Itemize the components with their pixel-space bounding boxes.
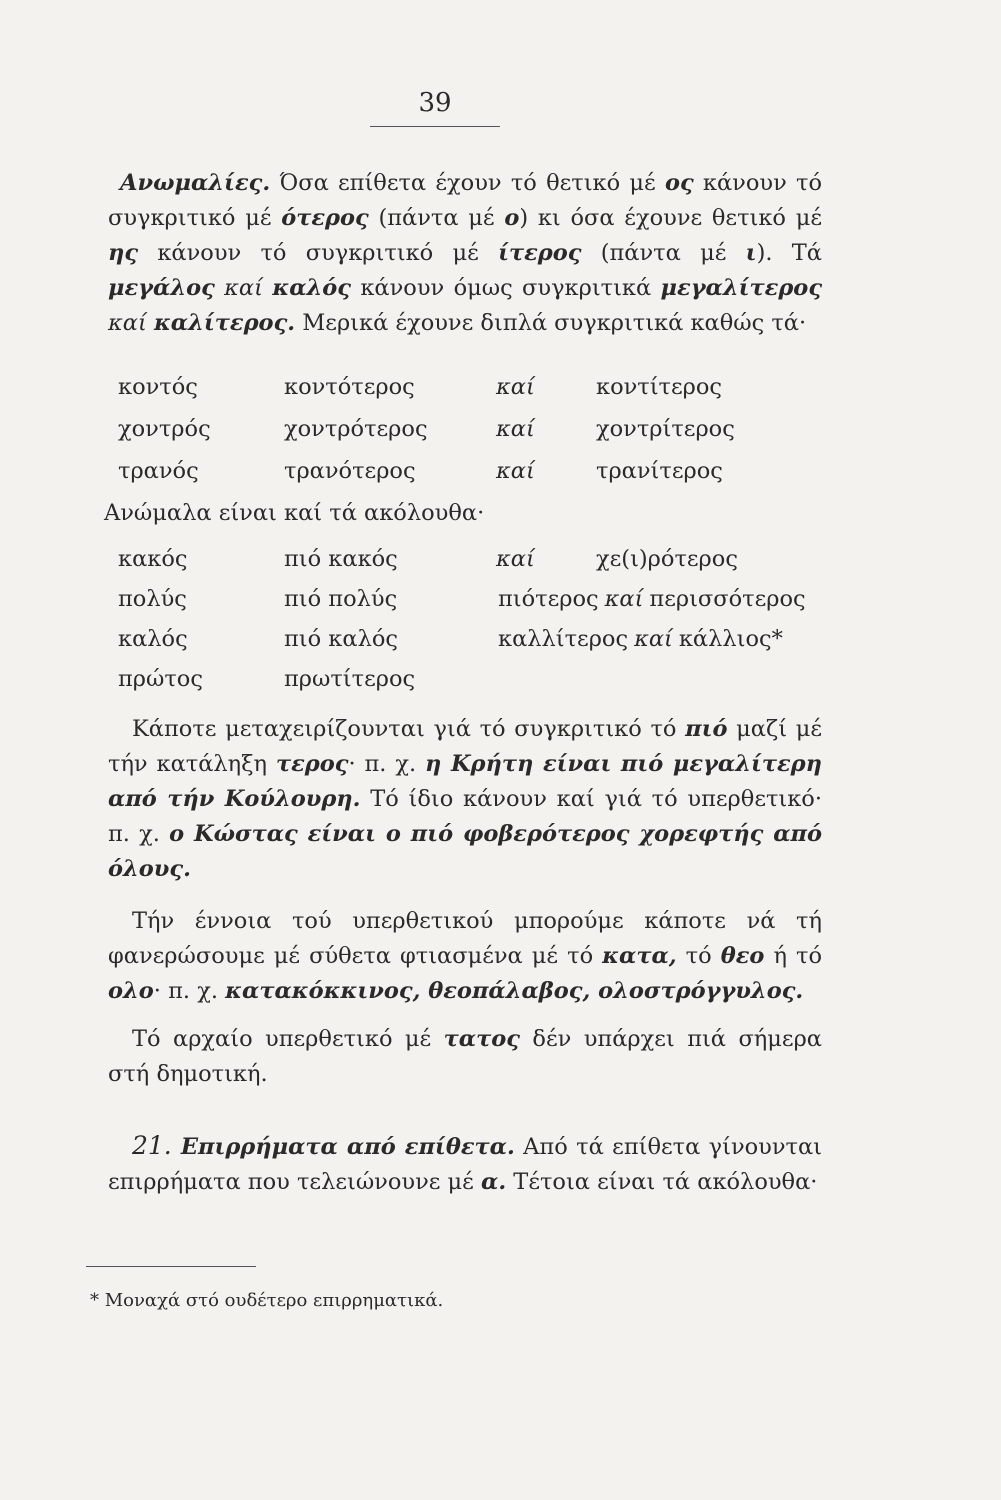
positive: χοντρός xyxy=(118,416,211,442)
positive: πολύς xyxy=(118,586,187,612)
positive: κοντός xyxy=(118,374,198,400)
text: κάνουν τό συγκριτικό μέ xyxy=(108,170,822,231)
conjunction: καί xyxy=(496,416,535,442)
positive: καλός xyxy=(118,626,188,652)
heading-anomalies: Ανωμαλίες. xyxy=(120,170,271,196)
footnote: * Μοναχά στό ουδέτερο επιρρηματικά. xyxy=(90,1290,444,1311)
text: καί xyxy=(214,275,273,301)
suffix: α. xyxy=(481,1169,507,1195)
comparative-alt: χε(ι)ρότερος xyxy=(596,546,738,572)
text: · π. χ. xyxy=(348,751,426,777)
section-number: 21. xyxy=(132,1131,172,1160)
text: Τό αρχαίο υπερθετικό μέ xyxy=(132,1026,444,1052)
conjunction: καί xyxy=(634,626,673,652)
suffix: τερος xyxy=(275,751,349,777)
comparative-alt-2: περισσότερος xyxy=(649,586,806,612)
text: ή τό xyxy=(764,943,823,969)
comparative-alt: πιότερος xyxy=(498,586,599,612)
comparative: πιό καλός xyxy=(284,626,398,652)
example-words: κατακόκκινος, θεοπάλαβος, ολοστρόγγυλος. xyxy=(225,978,804,1004)
prefix: κατα, xyxy=(602,943,677,969)
positive: πρώτος xyxy=(118,666,203,692)
page-number: 39 xyxy=(418,88,452,118)
comparative-alt-group xyxy=(498,626,783,652)
table-row xyxy=(118,416,838,450)
text: ) κι όσα έχουνε θετικό μέ xyxy=(519,205,822,231)
paragraph-adverbs xyxy=(108,1128,822,1200)
suffix: ης xyxy=(108,240,139,266)
comparative: πιό πολύς xyxy=(284,586,398,612)
table-row xyxy=(118,666,838,700)
text: δέν υπάρχει πιά σήμερα στή δημοτική. xyxy=(108,1026,822,1087)
table-row xyxy=(118,586,838,620)
comparative-alt: καλλίτερος xyxy=(498,626,629,652)
comparative-alt-group xyxy=(498,586,806,612)
example-word: μεγαλίτερος xyxy=(660,275,823,301)
prefix: θεο xyxy=(720,943,765,969)
suffix: ότερος xyxy=(281,205,369,231)
conjunction: καί xyxy=(496,546,535,572)
text: · π. χ. xyxy=(153,978,226,1004)
example-word: μεγάλος xyxy=(108,275,215,301)
table-row xyxy=(118,626,838,660)
table-row xyxy=(118,546,838,580)
comparative: πιό κακός xyxy=(284,546,398,572)
example-word: καλός xyxy=(272,275,351,301)
text: Τήν έννοια τού υπερθετικού μπορούμε κάποτε νά τή φανερώσουμε μέ σύθετα φτιασμένα μέ τό xyxy=(108,908,822,969)
suffix: ο xyxy=(504,205,520,231)
text: κάνουν τό συγκριτικό μέ xyxy=(138,240,499,266)
text: Τέτοια είναι τά ακόλουθα· xyxy=(506,1169,818,1195)
footnote-rule xyxy=(86,1266,256,1267)
text: Όσα επίθετα έχουν τό θετικό μέ xyxy=(270,170,665,196)
comparative-alt: χοντρίτερος xyxy=(596,416,735,442)
conjunction: καί xyxy=(604,586,644,612)
table-row xyxy=(118,374,838,408)
table-row xyxy=(118,458,838,492)
text: (πάντα μέ xyxy=(581,240,746,266)
positive: τρανός xyxy=(118,458,199,484)
text: τό xyxy=(676,943,721,969)
prefix: ολο xyxy=(108,978,154,1004)
paragraph-anomalies xyxy=(108,166,822,341)
paragraph-superlative xyxy=(108,904,822,1009)
example-word: καλίτερος. xyxy=(153,310,296,336)
paragraph-pio xyxy=(108,712,822,887)
example-sentence: ο Κώστας είναι ο πιό φοβερότερος χορεφτής από όλους. xyxy=(108,821,822,882)
suffix: τατος xyxy=(443,1026,520,1052)
example-word: πιό xyxy=(685,716,728,742)
conjunction: καί xyxy=(496,374,535,400)
conjunction: καί xyxy=(496,458,535,484)
comparative: κοντότερος xyxy=(284,374,415,400)
comparative-alt-2: κάλλιος* xyxy=(678,626,783,652)
suffix: ι xyxy=(745,240,757,266)
suffix: ος xyxy=(664,170,694,196)
comparative: χοντρότερος xyxy=(284,416,428,442)
section-title: Επιρρήματα από επίθετα. xyxy=(171,1134,515,1160)
text: ). Τά xyxy=(756,240,822,266)
header-rule xyxy=(370,126,500,127)
suffix: ίτερος xyxy=(498,240,582,266)
comparative: τρανότερος xyxy=(284,458,416,484)
text: Τό ίδιο κάνουν καί γιά τό υπερθετικό· π. χ. xyxy=(108,786,823,847)
text: κάνουν όμως συγκριτικά xyxy=(351,275,661,301)
text: καί xyxy=(108,310,154,336)
text: Κάποτε μεταχειρίζουνται γιά τό συγκριτικό τό xyxy=(132,716,686,742)
comparative-alt: τρανίτερος xyxy=(596,458,723,484)
comparative: πρωτίτερος xyxy=(284,666,416,692)
lead-irregular: Ανώμαλα είναι καί τά ακόλουθα· xyxy=(104,500,485,526)
text: μαζί μέ τήν κατάληξη xyxy=(108,716,822,777)
positive: κακός xyxy=(118,546,188,572)
example-sentence: η Κρήτη είναι πιό μεγαλίτερη από τήν Κούλουρη. xyxy=(108,751,822,812)
paragraph-archaic xyxy=(108,1022,822,1092)
text: (πάντα μέ xyxy=(368,205,505,231)
text: Μερικά έχουνε διπλά συγκριτικά καθώς τά· xyxy=(295,310,807,336)
comparative-alt: κοντίτερος xyxy=(596,374,723,400)
text: Από τά επίθετα γίνουνται επιρρήματα που τελειώνουνε μέ xyxy=(108,1134,822,1195)
